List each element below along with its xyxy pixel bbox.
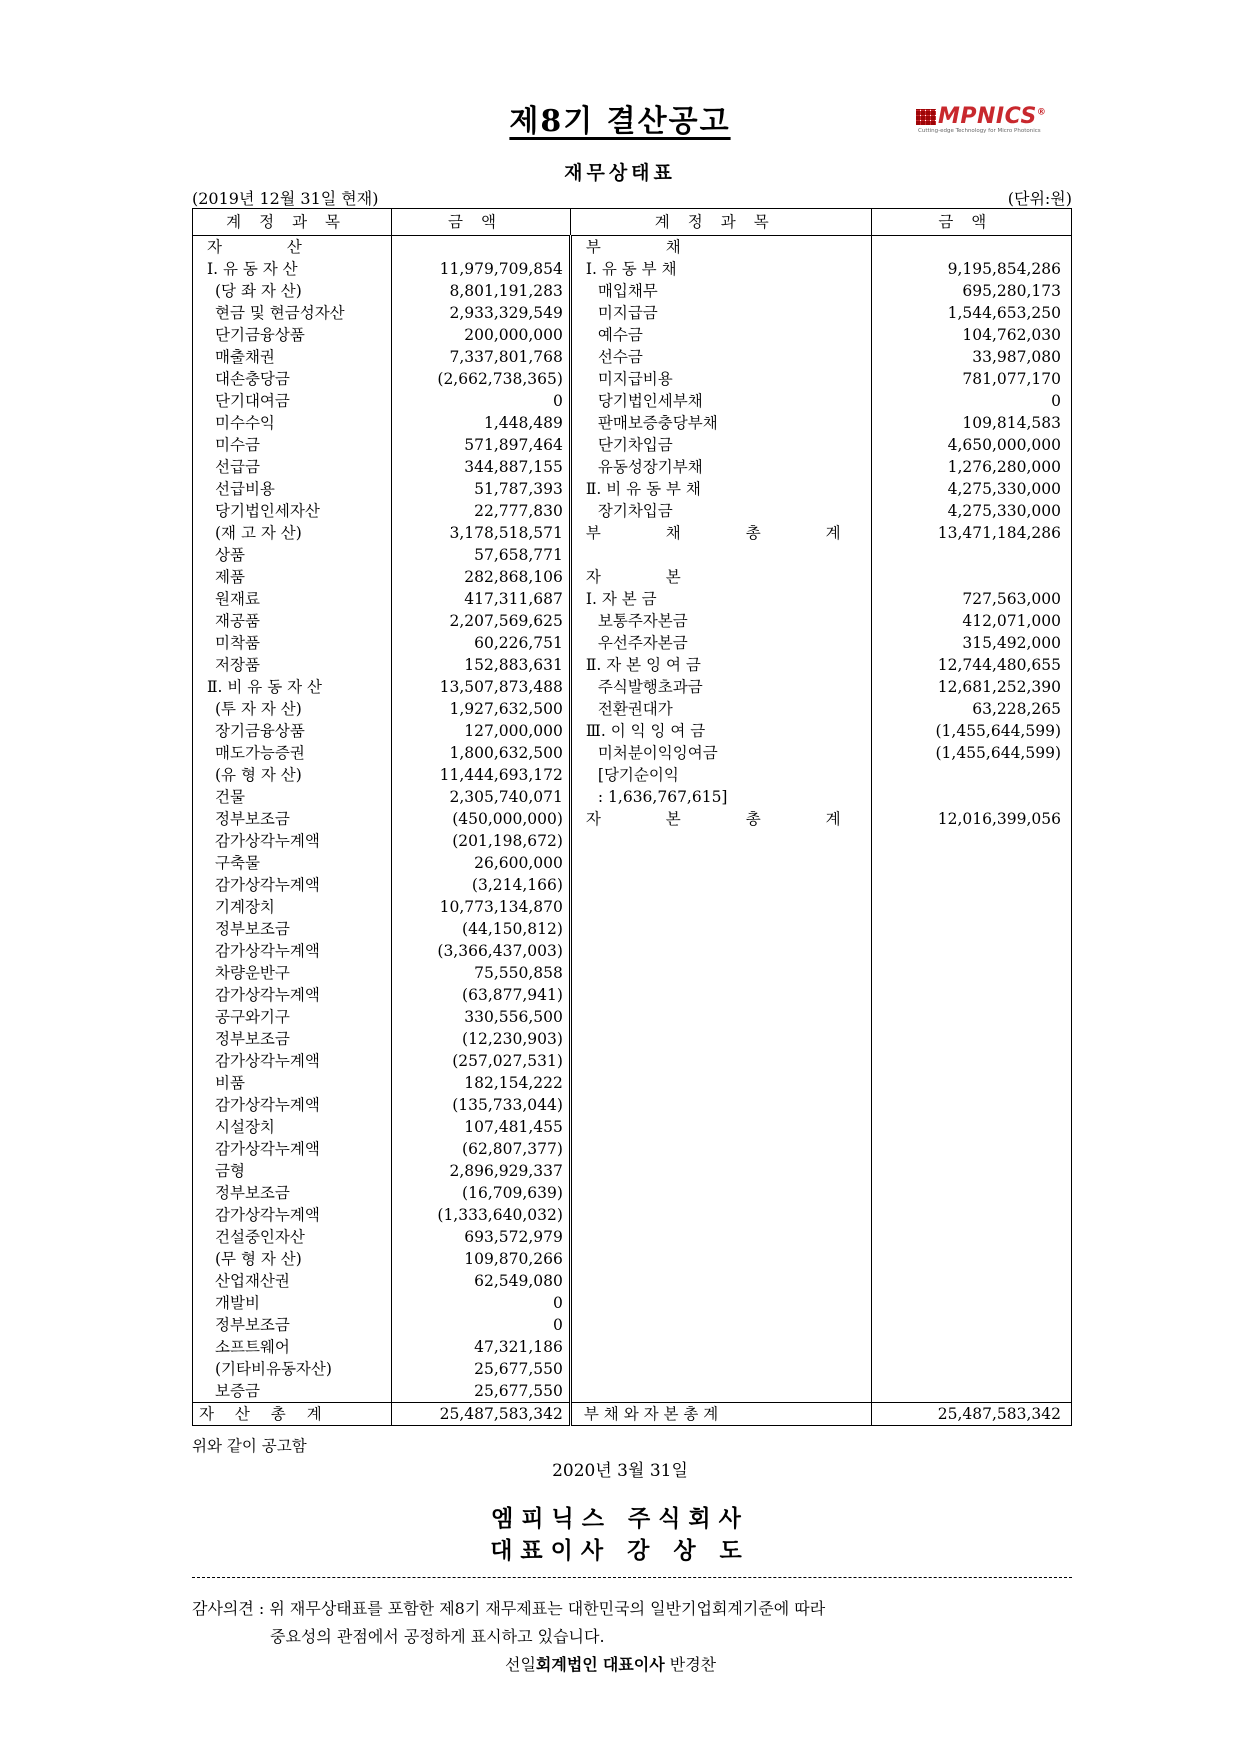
right-amount: 4,275,330,000 <box>871 500 1071 522</box>
table-row <box>193 1358 1072 1380</box>
table-row <box>193 852 1072 874</box>
left-amount: 693,572,979 <box>392 1226 571 1248</box>
left-account: 미수수익 <box>193 412 392 434</box>
table-row <box>193 1050 1072 1072</box>
table-row <box>193 632 1072 654</box>
left-amount: 2,896,929,337 <box>392 1160 571 1182</box>
right-amount <box>871 1116 1071 1138</box>
right-amount: 33,987,080 <box>871 346 1071 368</box>
right-account: 부 채 <box>570 236 871 259</box>
header-account-left: 계정과목 <box>193 209 392 236</box>
right-account: Ⅱ. 비 유 동 부 채 <box>570 478 871 500</box>
right-amount <box>871 1050 1071 1072</box>
right-amount: 4,650,000,000 <box>871 434 1071 456</box>
right-account: Ⅱ. 자 본 잉 여 금 <box>570 654 871 676</box>
company-name: 엠피닉스 주식회사 <box>491 1505 749 1532</box>
table-row <box>193 346 1072 368</box>
left-account: 현금 및 현금성자산 <box>193 302 392 324</box>
right-amount <box>871 1226 1071 1248</box>
table-row <box>193 478 1072 500</box>
left-amount: (3,214,166) <box>392 874 571 896</box>
right-account: 매입채무 <box>570 280 871 302</box>
right-account <box>570 1226 871 1248</box>
left-account: 당기법인세자산 <box>193 500 392 522</box>
right-amount: 12,016,399,056 <box>871 808 1071 830</box>
left-account: 단기대여금 <box>193 390 392 412</box>
left-account: 저장품 <box>193 654 392 676</box>
right-account: Ⅰ. 유 동 부 채 <box>570 258 871 280</box>
right-amount <box>871 566 1071 588</box>
table-row <box>193 1006 1072 1028</box>
table-row <box>193 390 1072 412</box>
right-amount: (1,455,644,599) <box>871 742 1071 764</box>
left-amount: 0 <box>392 390 571 412</box>
right-amount <box>871 236 1071 259</box>
right-amount: 104,762,030 <box>871 324 1071 346</box>
left-amount: (450,000,000) <box>392 808 571 830</box>
table-row <box>193 720 1072 742</box>
right-amount: 412,071,000 <box>871 610 1071 632</box>
right-amount <box>871 1094 1071 1116</box>
left-account: 감가상각누계액 <box>193 1050 392 1072</box>
left-amount: (3,366,437,003) <box>392 940 571 962</box>
left-account: 차량운반구 <box>193 962 392 984</box>
left-amount: 2,207,569,625 <box>392 610 571 632</box>
left-account: Ⅰ. 유 동 자 산 <box>193 258 392 280</box>
left-amount: 25,677,550 <box>392 1358 571 1380</box>
right-amount: 12,744,480,655 <box>871 654 1071 676</box>
left-account: (투 자 자 산) <box>193 698 392 720</box>
right-amount <box>871 1358 1071 1380</box>
right-amount <box>871 940 1071 962</box>
right-amount <box>871 984 1071 1006</box>
right-account: 선수금 <box>570 346 871 368</box>
total-liabilities-equity-label: 부 채 와 자 본 총 계 <box>570 1403 871 1426</box>
right-amount <box>871 962 1071 984</box>
right-account <box>570 1160 871 1182</box>
left-account: 정부보조금 <box>193 918 392 940</box>
left-amount: 282,868,106 <box>392 566 571 588</box>
left-amount: 51,787,393 <box>392 478 571 500</box>
company-logo <box>916 104 1046 134</box>
left-account: 기계장치 <box>193 896 392 918</box>
right-account <box>570 1204 871 1226</box>
table-row <box>193 830 1072 852</box>
right-account: 예수금 <box>570 324 871 346</box>
left-account: 금형 <box>193 1160 392 1182</box>
left-account: 개발비 <box>193 1292 392 1314</box>
right-account <box>570 896 871 918</box>
table-row <box>193 610 1072 632</box>
header-account-right: 계정과목 <box>570 209 871 236</box>
left-account: 장기금융상품 <box>193 720 392 742</box>
left-amount: (1,333,640,032) <box>392 1204 571 1226</box>
left-amount: 571,897,464 <box>392 434 571 456</box>
left-amount: 182,154,222 <box>392 1072 571 1094</box>
right-amount <box>871 1270 1071 1292</box>
right-account: 주식발행초과금 <box>570 676 871 698</box>
left-account: 감가상각누계액 <box>193 1094 392 1116</box>
right-account <box>570 1138 871 1160</box>
right-amount <box>871 1072 1071 1094</box>
left-amount: 26,600,000 <box>392 852 571 874</box>
right-amount <box>871 918 1071 940</box>
left-account: 원재료 <box>193 588 392 610</box>
right-account <box>570 1358 871 1380</box>
right-amount: 0 <box>871 390 1071 412</box>
audit-opinion-line2: 중요성의 관점에서 공정하게 표시하고 있습니다. <box>270 1627 605 1646</box>
right-amount <box>871 764 1071 786</box>
right-account <box>570 1182 871 1204</box>
left-account: 정부보조금 <box>193 808 392 830</box>
table-row <box>193 698 1072 720</box>
left-amount: 330,556,500 <box>392 1006 571 1028</box>
right-account <box>570 1314 871 1336</box>
left-account: 건설중인자산 <box>193 1226 392 1248</box>
table-row <box>193 896 1072 918</box>
right-account: 유동성장기부채 <box>570 456 871 478</box>
table-row <box>193 1138 1072 1160</box>
left-amount: 75,550,858 <box>392 962 571 984</box>
right-amount: 109,814,583 <box>871 412 1071 434</box>
right-account: 판매보증충당부채 <box>570 412 871 434</box>
right-account: Ⅰ. 자 본 금 <box>570 588 871 610</box>
logo-grid-icon <box>916 109 936 125</box>
table-row <box>193 1072 1072 1094</box>
left-amount: 127,000,000 <box>392 720 571 742</box>
right-account: 미처분이익잉여금 <box>570 742 871 764</box>
table-row <box>193 368 1072 390</box>
left-amount: 417,311,687 <box>392 588 571 610</box>
left-amount: (2,662,738,365) <box>392 368 571 390</box>
left-account: 매도가능증권 <box>193 742 392 764</box>
left-amount: 1,927,632,500 <box>392 698 571 720</box>
right-amount: 315,492,000 <box>871 632 1071 654</box>
right-account: : 1,636,767,615] <box>570 786 871 808</box>
right-account <box>570 1270 871 1292</box>
right-account: 단기차입금 <box>570 434 871 456</box>
left-account: 정부보조금 <box>193 1028 392 1050</box>
left-account: 선급비용 <box>193 478 392 500</box>
left-account: 소프트웨어 <box>193 1336 392 1358</box>
left-amount: 1,448,489 <box>392 412 571 434</box>
right-account: 전환권대가 <box>570 698 871 720</box>
left-amount: 107,481,455 <box>392 1116 571 1138</box>
left-account: Ⅱ. 비 유 동 자 산 <box>193 676 392 698</box>
right-amount <box>871 1314 1071 1336</box>
left-account: 건물 <box>193 786 392 808</box>
table-row <box>193 874 1072 896</box>
right-account <box>570 1072 871 1094</box>
page-title: 제8기 결산공고 <box>509 104 731 139</box>
right-amount <box>871 1160 1071 1182</box>
right-account <box>570 852 871 874</box>
left-account: (유 형 자 산) <box>193 764 392 786</box>
right-account <box>570 1050 871 1072</box>
left-account: (무 형 자 산) <box>193 1248 392 1270</box>
right-amount: 781,077,170 <box>871 368 1071 390</box>
right-amount <box>871 896 1071 918</box>
left-amount: (16,709,639) <box>392 1182 571 1204</box>
total-assets-amount: 25,487,583,342 <box>392 1403 571 1426</box>
right-account <box>570 1006 871 1028</box>
logo-tagline: Cutting-edge Technology for Micro Photonics <box>918 128 1041 134</box>
right-amount: 1,544,653,250 <box>871 302 1071 324</box>
table-row <box>193 1248 1072 1270</box>
left-account: 감가상각누계액 <box>193 984 392 1006</box>
header-amount-right: 금액 <box>871 209 1071 236</box>
table-header-row <box>193 209 1072 236</box>
table-row <box>193 808 1072 830</box>
divider <box>192 1577 1072 1578</box>
left-account: 시설장치 <box>193 1116 392 1138</box>
right-account: 보통주자본금 <box>570 610 871 632</box>
left-amount: 109,870,266 <box>392 1248 571 1270</box>
right-account: [당기순이익 <box>570 764 871 786</box>
left-account: 감가상각누계액 <box>193 830 392 852</box>
right-account <box>570 544 871 566</box>
right-amount: 63,228,265 <box>871 698 1071 720</box>
left-account: 선급금 <box>193 456 392 478</box>
table-row <box>193 1094 1072 1116</box>
right-amount <box>871 544 1071 566</box>
table-row <box>193 676 1072 698</box>
right-account <box>570 1336 871 1358</box>
statement-title: 재무상태표 <box>564 162 676 184</box>
right-amount: 9,195,854,286 <box>871 258 1071 280</box>
right-account: 자 본 <box>570 566 871 588</box>
right-account: 미지급비용 <box>570 368 871 390</box>
right-amount <box>871 1138 1071 1160</box>
as-of-date: (2019년 12월 31일 현재) <box>192 189 379 208</box>
table-row <box>193 500 1072 522</box>
left-amount: 11,444,693,172 <box>392 764 571 786</box>
table-row <box>193 1116 1072 1138</box>
left-amount: 2,933,329,549 <box>392 302 571 324</box>
right-amount: 695,280,173 <box>871 280 1071 302</box>
table-row <box>193 324 1072 346</box>
left-account: 자 산 <box>193 236 392 259</box>
left-amount: 47,321,186 <box>392 1336 571 1358</box>
left-account: (기타비유동자산) <box>193 1358 392 1380</box>
logo-wordmark: MPNICS® <box>938 104 1047 129</box>
notice-date: 2020년 3월 31일 <box>552 1461 688 1481</box>
left-amount: 152,883,631 <box>392 654 571 676</box>
right-amount: 1,276,280,000 <box>871 456 1071 478</box>
totals-row <box>193 1403 1072 1426</box>
auditor-signature: 선일회계법인 대표이사 반경찬 <box>505 1655 717 1674</box>
right-account <box>570 1292 871 1314</box>
left-amount: 22,777,830 <box>392 500 571 522</box>
table-row <box>193 742 1072 764</box>
left-amount: (44,150,812) <box>392 918 571 940</box>
right-account <box>570 830 871 852</box>
left-amount: (257,027,531) <box>392 1050 571 1072</box>
notice-note: 위와 같이 공고함 <box>192 1437 307 1455</box>
right-amount <box>871 1006 1071 1028</box>
left-amount: 2,305,740,071 <box>392 786 571 808</box>
left-amount: 8,801,191,283 <box>392 280 571 302</box>
right-amount <box>871 1380 1071 1403</box>
total-assets-label: 자 산 총 계 <box>193 1403 392 1426</box>
left-account: 비품 <box>193 1072 392 1094</box>
table-row <box>193 984 1072 1006</box>
right-account <box>570 918 871 940</box>
right-account: Ⅲ. 이 익 잉 여 금 <box>570 720 871 742</box>
left-account: 산업재산권 <box>193 1270 392 1292</box>
left-amount: 57,658,771 <box>392 544 571 566</box>
right-account: 부 채 총 계 <box>570 522 871 544</box>
left-account: 감가상각누계액 <box>193 1204 392 1226</box>
right-account: 우선주자본금 <box>570 632 871 654</box>
left-amount: 7,337,801,768 <box>392 346 571 368</box>
left-amount: (12,230,903) <box>392 1028 571 1050</box>
total-liabilities-equity-amount: 25,487,583,342 <box>871 1403 1071 1426</box>
table-row <box>193 1314 1072 1336</box>
table-row <box>193 236 1072 259</box>
left-account: (당 좌 자 산) <box>193 280 392 302</box>
right-account <box>570 1380 871 1403</box>
table-body <box>193 236 1072 1403</box>
right-account <box>570 940 871 962</box>
left-amount: (63,877,941) <box>392 984 571 1006</box>
right-account <box>570 984 871 1006</box>
left-amount: 11,979,709,854 <box>392 258 571 280</box>
left-amount: (201,198,672) <box>392 830 571 852</box>
left-amount: 344,887,155 <box>392 456 571 478</box>
left-amount: (62,807,377) <box>392 1138 571 1160</box>
balance-sheet-table <box>192 208 1072 1426</box>
left-account: (재 고 자 산) <box>193 522 392 544</box>
left-amount: 200,000,000 <box>392 324 571 346</box>
right-amount <box>871 852 1071 874</box>
ceo-name: 대표이사 강 상 도 <box>490 1537 750 1564</box>
table-row <box>193 786 1072 808</box>
right-account <box>570 1116 871 1138</box>
audit-opinion-line1: 감사의견 : 위 재무상태표를 포함한 제8기 재무제표는 대한민국의 일반기업회계기준에 따라 <box>192 1599 826 1618</box>
left-account: 보증금 <box>193 1380 392 1403</box>
left-amount: 25,677,550 <box>392 1380 571 1403</box>
right-amount <box>871 1204 1071 1226</box>
table-row <box>193 940 1072 962</box>
table-row <box>193 764 1072 786</box>
right-amount <box>871 786 1071 808</box>
left-amount: 0 <box>392 1314 571 1336</box>
right-amount: (1,455,644,599) <box>871 720 1071 742</box>
unit-note: (단위:원) <box>1007 189 1072 208</box>
table-row <box>193 522 1072 544</box>
table-row <box>193 1160 1072 1182</box>
table-row <box>193 1226 1072 1248</box>
right-account <box>570 1094 871 1116</box>
left-account: 감가상각누계액 <box>193 1138 392 1160</box>
right-amount: 727,563,000 <box>871 588 1071 610</box>
table-row <box>193 918 1072 940</box>
right-amount <box>871 1248 1071 1270</box>
right-amount <box>871 1182 1071 1204</box>
table-row <box>193 1270 1072 1292</box>
table-row <box>193 1380 1072 1403</box>
left-account: 매출채권 <box>193 346 392 368</box>
left-amount: 0 <box>392 1292 571 1314</box>
left-amount: 1,800,632,500 <box>392 742 571 764</box>
table-row <box>193 412 1072 434</box>
left-account: 제품 <box>193 566 392 588</box>
left-amount <box>392 236 571 259</box>
right-amount <box>871 1292 1071 1314</box>
left-account: 대손충당금 <box>193 368 392 390</box>
right-account <box>570 1028 871 1050</box>
table-row <box>193 1182 1072 1204</box>
table-row <box>193 280 1072 302</box>
right-account <box>570 874 871 896</box>
right-amount: 13,471,184,286 <box>871 522 1071 544</box>
header-amount-left: 금액 <box>392 209 571 236</box>
right-account: 당기법인세부채 <box>570 390 871 412</box>
table-row <box>193 456 1072 478</box>
right-account <box>570 1248 871 1270</box>
right-amount <box>871 874 1071 896</box>
table-row <box>193 258 1072 280</box>
left-account: 구축물 <box>193 852 392 874</box>
left-amount: 3,178,518,571 <box>392 522 571 544</box>
right-amount: 12,681,252,390 <box>871 676 1071 698</box>
right-amount: 4,275,330,000 <box>871 478 1071 500</box>
right-account: 장기차입금 <box>570 500 871 522</box>
left-amount: 60,226,751 <box>392 632 571 654</box>
table-row <box>193 1204 1072 1226</box>
right-account <box>570 962 871 984</box>
table-row <box>193 434 1072 456</box>
left-amount: (135,733,044) <box>392 1094 571 1116</box>
left-account: 감가상각누계액 <box>193 874 392 896</box>
right-amount <box>871 830 1071 852</box>
table-row <box>193 302 1072 324</box>
left-account: 단기금융상품 <box>193 324 392 346</box>
left-account: 상품 <box>193 544 392 566</box>
left-account: 재공품 <box>193 610 392 632</box>
left-amount: 13,507,873,488 <box>392 676 571 698</box>
left-account: 미수금 <box>193 434 392 456</box>
left-amount: 10,773,134,870 <box>392 896 571 918</box>
table-row <box>193 544 1072 566</box>
left-account: 공구와기구 <box>193 1006 392 1028</box>
table-row <box>193 1292 1072 1314</box>
table-row <box>193 566 1072 588</box>
left-account: 정부보조금 <box>193 1314 392 1336</box>
left-account: 정부보조금 <box>193 1182 392 1204</box>
table-row <box>193 588 1072 610</box>
table-row <box>193 654 1072 676</box>
right-amount <box>871 1028 1071 1050</box>
right-amount <box>871 1336 1071 1358</box>
left-account: 감가상각누계액 <box>193 940 392 962</box>
table-row <box>193 1028 1072 1050</box>
table-row <box>193 1336 1072 1358</box>
table-row <box>193 962 1072 984</box>
left-account: 미착품 <box>193 632 392 654</box>
left-amount: 62,549,080 <box>392 1270 571 1292</box>
right-account: 자 본 총 계 <box>570 808 871 830</box>
right-account: 미지급금 <box>570 302 871 324</box>
